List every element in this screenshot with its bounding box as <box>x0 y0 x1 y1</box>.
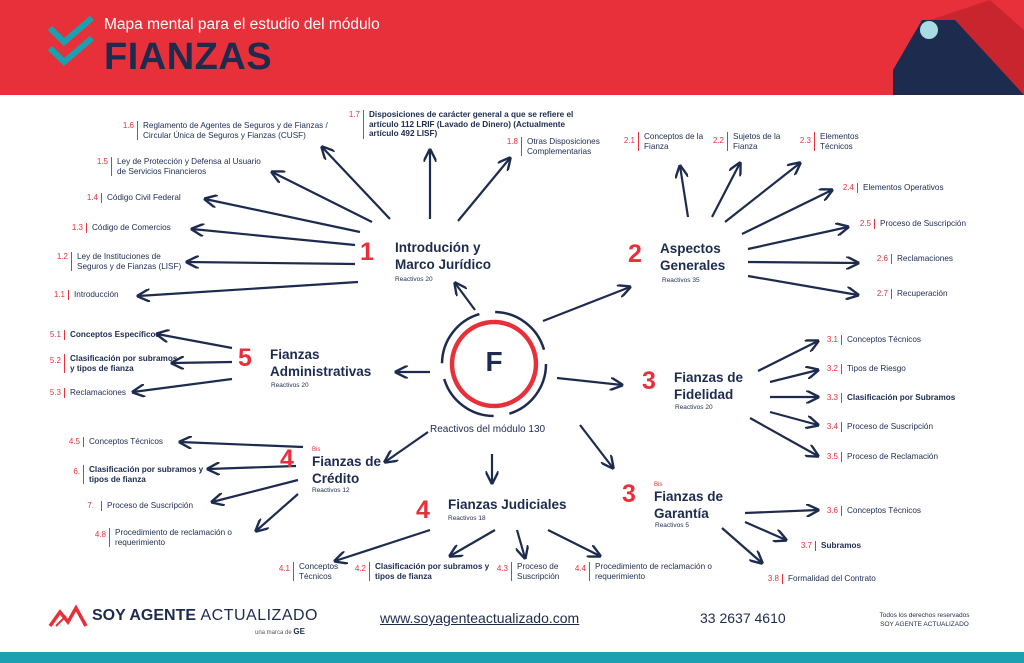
item-4-8-label: Procedimiento de reclamación o requerimiento <box>109 528 250 547</box>
header-subtitle: Mapa mental para el estudio del módulo <box>104 16 380 33</box>
item-4-1-label: Conceptos Técnicos <box>293 562 347 581</box>
branch-3-reactivos: Reactivos 20 <box>675 404 713 411</box>
branch-4-number: 4 <box>416 496 430 524</box>
item-1-1-label: Introducción <box>68 290 119 300</box>
branch-4bis-tag: Bis <box>312 447 321 453</box>
item-1-5-label: Ley de Protección y Defensa al Usuario de Servicios Financieros <box>111 157 267 176</box>
branch-3bis-number: 3 <box>622 480 636 508</box>
item-1-4-label: Código Civil Federal <box>101 193 181 203</box>
branch-4bis-number: 4 <box>280 445 294 473</box>
header-title: FIANZAS <box>104 36 273 78</box>
item-5-1-num: 5.1 <box>49 330 61 339</box>
arrow-1-5 <box>272 172 372 222</box>
arrow-4-3 <box>517 530 525 558</box>
center-caption: Reactivos del módulo 130 <box>430 424 546 435</box>
item-3-8-label: Formalidad del Contrato <box>782 574 876 584</box>
arrow-1-3 <box>192 229 355 245</box>
arrow-4-1 <box>335 530 430 561</box>
arrow-hub-1 <box>455 283 475 310</box>
item-4-6-num: 6. <box>73 467 80 476</box>
item-2-4-label: Elementos Operativos <box>857 183 944 193</box>
item-3-2-num: 3.2 <box>826 364 838 373</box>
arrow-5-3 <box>133 379 232 392</box>
arrow-hub-4bis <box>385 432 428 462</box>
brand-name-bold: SOY AGENTE <box>92 607 197 624</box>
item-3-5-label: Proceso de Reclamación <box>841 452 938 462</box>
item-5-2-label: Clasificación por subramos y tipos de fianza <box>64 354 180 373</box>
item-4-4-label: Procedimiento de reclamación o requerimiento <box>589 562 725 581</box>
rights-line-2: SOY AGENTE ACTUALIZADO <box>880 621 969 628</box>
arrow-1-8 <box>458 158 510 221</box>
item-3-3-num: 3.3 <box>826 393 838 402</box>
item-2-1-label: Conceptos de la Fianza <box>638 132 704 151</box>
center-letter: F <box>485 346 503 377</box>
item-2-7-num: 2.7 <box>876 289 888 298</box>
item-2-3-num: 2.3 <box>799 136 811 145</box>
brand-name <box>92 607 318 625</box>
website-link[interactable]: www.soyagenteactualizado.com <box>380 610 580 626</box>
branch-4bis-reactivos: Reactivos 12 <box>312 487 350 494</box>
brand-mark: GE <box>293 627 305 636</box>
bottom-bar <box>0 652 1024 663</box>
item-5-3-num: 5.3 <box>49 388 61 397</box>
item-1-2-label: Ley de Instituciones de Seguros y de Fianzas (LISF) <box>71 252 182 271</box>
branch-4-reactivos: Reactivos 18 <box>448 515 486 522</box>
item-3-1-label: Conceptos Técnicos <box>841 335 921 345</box>
arrow-4-2 <box>450 530 495 556</box>
brand-sub-text: una marca de <box>255 630 292 636</box>
item-3-8-num: 3.8 <box>767 574 779 583</box>
item-4-3-num: 4.3 <box>496 564 508 573</box>
arrow-2-1 <box>680 166 688 217</box>
branch-1-title: Introdución y Marco Jurídico <box>395 240 492 272</box>
branch-3bis-title: Fianzas de Garantía <box>654 489 724 521</box>
item-4-8-num: 4.8 <box>94 530 106 539</box>
item-1-7-label: Disposiciones de carácter general a que se refiere el artículo 112 LRIF (Lavado de Dinero) (Actualmente artículo 492 LISF) <box>363 110 594 139</box>
branch-1-reactivos: Reactivos 20 <box>395 276 433 283</box>
arrow-2-4 <box>742 190 832 234</box>
branch-1-number: 1 <box>360 238 374 266</box>
arrow-4-8 <box>256 494 298 531</box>
item-3-2-label: Tipos de Riesgo <box>841 364 906 374</box>
arrow-3-1 <box>758 341 818 371</box>
arrow-4-4 <box>548 530 600 556</box>
branch-3bis-tag: Bis <box>654 482 663 488</box>
brand-logo-icon <box>48 604 88 630</box>
item-2-7-label: Recuperación <box>891 289 948 299</box>
branch-5-reactivos: Reactivos 20 <box>271 382 309 389</box>
item-5-1-label: Conceptos Específicos <box>64 330 160 340</box>
branch-5-number: 5 <box>238 344 252 372</box>
item-4-7-num: 7. <box>87 501 94 510</box>
item-4-6-label: Clasificación por subramos y tipos de fianza <box>83 465 209 484</box>
branch-3-title: Fianzas de Fidelidad <box>674 370 744 402</box>
item-4-2-label: Clasificación por subramos y tipos de fianza <box>369 562 493 581</box>
item-2-5-label: Proceso de Suscripción <box>874 219 966 229</box>
branch-2-title: Aspectos Generales <box>660 241 726 273</box>
item-3-6-num: 3.6 <box>826 506 838 515</box>
branch-4bis-title: Fianzas de Crédito <box>312 454 382 486</box>
arrow-2-2 <box>712 163 740 217</box>
item-2-3-label: Elementos Técnicos <box>814 132 880 151</box>
item-2-2-num: 2.2 <box>712 136 724 145</box>
phone-number: 33 2637 4610 <box>700 610 786 626</box>
branch-5-title: Fianzas Administrativas <box>270 347 372 379</box>
item-4-5-num: 4.5 <box>68 437 80 446</box>
item-4-2-num: 4.2 <box>354 564 366 573</box>
item-3-7-num: 3.7 <box>800 541 812 550</box>
item-3-4-num: 3.4 <box>826 422 838 431</box>
branch-3bis-reactivos: Reactivos 5 <box>655 522 689 529</box>
item-4-1-num: 4.1 <box>278 564 290 573</box>
arrow-1-6 <box>322 147 390 219</box>
arrow-1-1 <box>138 282 358 296</box>
arrow-3-5 <box>750 418 818 456</box>
item-4-3-label: Proceso de Suscripción <box>511 562 569 581</box>
item-2-1-num: 2.1 <box>623 136 635 145</box>
arrow-hub-3 <box>557 378 622 385</box>
branch-2-number: 2 <box>628 240 642 268</box>
item-1-4-num: 1.4 <box>86 193 98 202</box>
rights-line-1: Todos los derechos reservados <box>879 612 970 619</box>
item-3-4-label: Proceso de Suscripción <box>841 422 933 432</box>
arrow-3-6 <box>745 510 818 513</box>
arrow-5-1 <box>157 334 232 348</box>
item-2-6-num: 2.6 <box>876 254 888 263</box>
arrow-hub-2 <box>543 287 630 321</box>
item-1-6-label: Reglamento de Agentes de Seguros y de Fianzas / Circular Única de Seguros y Fianzas (CUSF) <box>137 121 353 140</box>
item-1-8-label: Otras Disposiciones Complementarias <box>521 137 617 156</box>
arrow-3-7 <box>745 522 786 540</box>
item-2-6-label: Reclamaciones <box>891 254 953 264</box>
arrow-4-7 <box>212 480 298 502</box>
arrow-2-7 <box>748 276 858 295</box>
item-3-7-label: Subramos <box>815 541 861 551</box>
arrow-3-8 <box>722 528 762 563</box>
item-4-7-label: Proceso de Suscripción <box>101 501 193 511</box>
item-4-4-num: 4.4 <box>574 564 586 573</box>
arrow-1-2 <box>187 262 355 264</box>
item-2-5-num: 2.5 <box>859 219 871 228</box>
arrow-2-6 <box>748 262 858 263</box>
item-4-5-label: Conceptos Técnicos <box>83 437 163 447</box>
item-1-7-num: 1.7 <box>348 110 360 119</box>
item-3-5-num: 3.5 <box>826 452 838 461</box>
item-1-1-num: 1.1 <box>53 290 65 299</box>
item-3-3-label: Clasificación por Subramos <box>841 393 955 403</box>
branch-3-number: 3 <box>642 367 656 395</box>
item-3-1-num: 3.1 <box>826 335 838 344</box>
brand-sub <box>255 627 305 636</box>
item-5-3-label: Reclamaciones <box>64 388 126 398</box>
item-1-3-label: Código de Comercios <box>86 223 171 233</box>
item-1-5-num: 1.5 <box>96 157 108 166</box>
item-1-8-num: 1.8 <box>506 137 518 146</box>
item-1-3-num: 1.3 <box>71 223 83 232</box>
item-5-2-num: 5.2 <box>49 356 61 365</box>
item-1-6-num: 1.6 <box>122 121 134 130</box>
arrow-hub-3bis <box>580 425 613 468</box>
brand-name-light: ACTUALIZADO <box>200 607 318 624</box>
branch-4-title: Fianzas Judiciales <box>448 497 567 512</box>
arrow-5-2 <box>172 362 232 363</box>
branch-2-reactivos: Reactivos 35 <box>662 277 700 284</box>
arrow-2-5 <box>748 227 848 249</box>
item-2-2-label: Sujetos de la Fianza <box>727 132 793 151</box>
item-3-6-label: Conceptos Técnicos <box>841 506 921 516</box>
item-2-4-num: 2.4 <box>842 183 854 192</box>
item-1-2-num: 1.2 <box>56 252 68 261</box>
